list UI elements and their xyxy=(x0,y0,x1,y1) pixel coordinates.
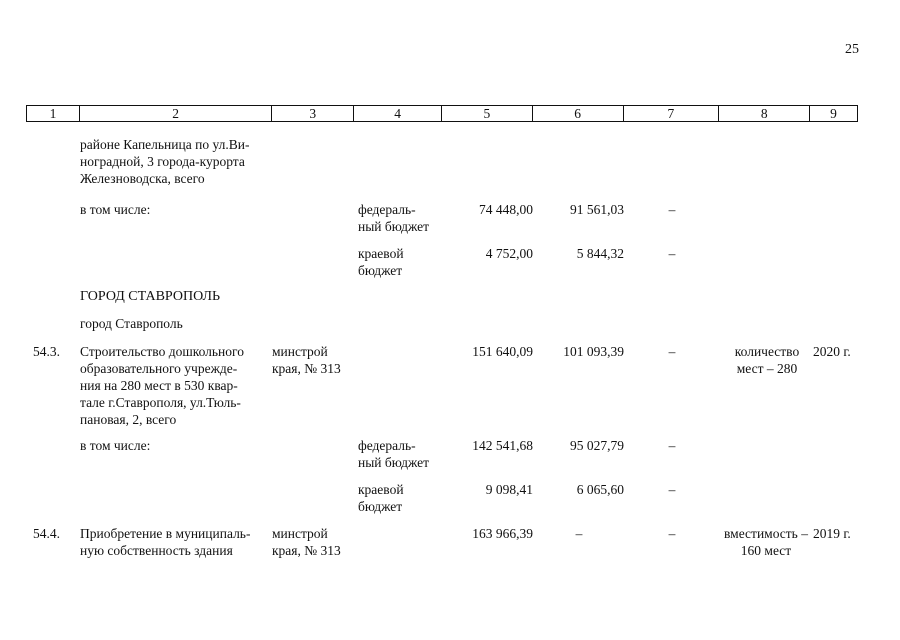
intro-federal-col6: 91 561,03 xyxy=(570,202,624,217)
item-54-3-regional-col6: 6 065,60 xyxy=(576,482,624,497)
header-col-3: 3 xyxy=(272,106,354,121)
item-54-3-customer: минстрой края, № 313 xyxy=(272,344,341,376)
intro-federal-col7: – xyxy=(668,202,676,217)
item-54-4-customer: минстрой края, № 313 xyxy=(272,526,341,558)
header-col-8: 8 xyxy=(719,106,810,121)
item-54-4-indicator: вместимость – 160 мест xyxy=(724,526,808,558)
intro-name-line: ноградной, 3 города-курорта xyxy=(80,154,245,169)
intro-federal-source: федераль- ный бюджет xyxy=(358,202,430,234)
item-54-4-name: Приобретение в муниципаль- ную собственность здания xyxy=(80,526,251,558)
intro-object-name xyxy=(80,136,270,187)
intro-regional-col5: 4 752,00 xyxy=(485,246,533,261)
header-col-7: 7 xyxy=(624,106,720,121)
item-54-3-regional-source: краевой бюджет xyxy=(358,482,404,514)
intro-name-line: районе Капельница по ул.Ви- xyxy=(80,137,250,152)
item-54-3-federal-source: федераль- ный бюджет xyxy=(358,438,430,470)
item-54-4-col6: – xyxy=(575,526,583,541)
item-54-3-federal-col7: – xyxy=(668,438,676,453)
item-54-3-number: 54.3. xyxy=(33,344,60,359)
page-number: 25 xyxy=(845,42,859,57)
header-col-9: 9 xyxy=(830,106,837,121)
item-54-4-col7: – xyxy=(668,526,676,541)
table-header-row xyxy=(26,105,858,122)
item-54-4-number: 54.4. xyxy=(33,526,60,541)
item-54-3-name: Строительство дошкольного образовательного учрежде- ния на 280 мест в 530 квар- тале г.Ставрополя, ул.Тюль- пановая, 2, всего xyxy=(80,344,244,427)
item-54-3-col5: 151 640,09 xyxy=(472,344,533,359)
item-54-4-year: 2019 г. xyxy=(813,526,851,541)
subsection-heading: город Ставрополь xyxy=(80,316,183,331)
intro-regional-col7: – xyxy=(668,246,676,261)
item-54-3-indicator: количество мест – 280 xyxy=(734,344,800,376)
intro-federal-col5: 74 448,00 xyxy=(479,202,533,217)
header-col-1: 1 xyxy=(27,106,80,121)
section-heading: ГОРОД СТАВРОПОЛЬ xyxy=(80,289,221,304)
header-col-4: 4 xyxy=(354,106,442,121)
item-54-3-col7: – xyxy=(668,344,676,359)
item-54-3-federal-col6: 95 027,79 xyxy=(570,438,624,453)
item-54-4-col5: 163 966,39 xyxy=(472,526,533,541)
intro-regional-source: краевой бюджет xyxy=(358,246,404,278)
item-54-3-sub-label: в том числе: xyxy=(80,438,151,453)
item-54-3-federal-col5: 142 541,68 xyxy=(472,438,533,453)
intro-sub-label: в том числе: xyxy=(80,202,151,217)
item-54-3-regional-col5: 9 098,41 xyxy=(485,482,533,497)
header-col-5: 5 xyxy=(442,106,533,121)
item-54-3-regional-col7: – xyxy=(668,482,676,497)
header-col-2: 2 xyxy=(80,106,273,121)
header-col-6: 6 xyxy=(533,106,624,121)
item-54-3-col6: 101 093,39 xyxy=(563,344,624,359)
intro-name-line: Железноводска, всего xyxy=(80,171,205,186)
item-54-3-year: 2020 г. xyxy=(813,344,851,359)
intro-regional-col6: 5 844,32 xyxy=(576,246,624,261)
